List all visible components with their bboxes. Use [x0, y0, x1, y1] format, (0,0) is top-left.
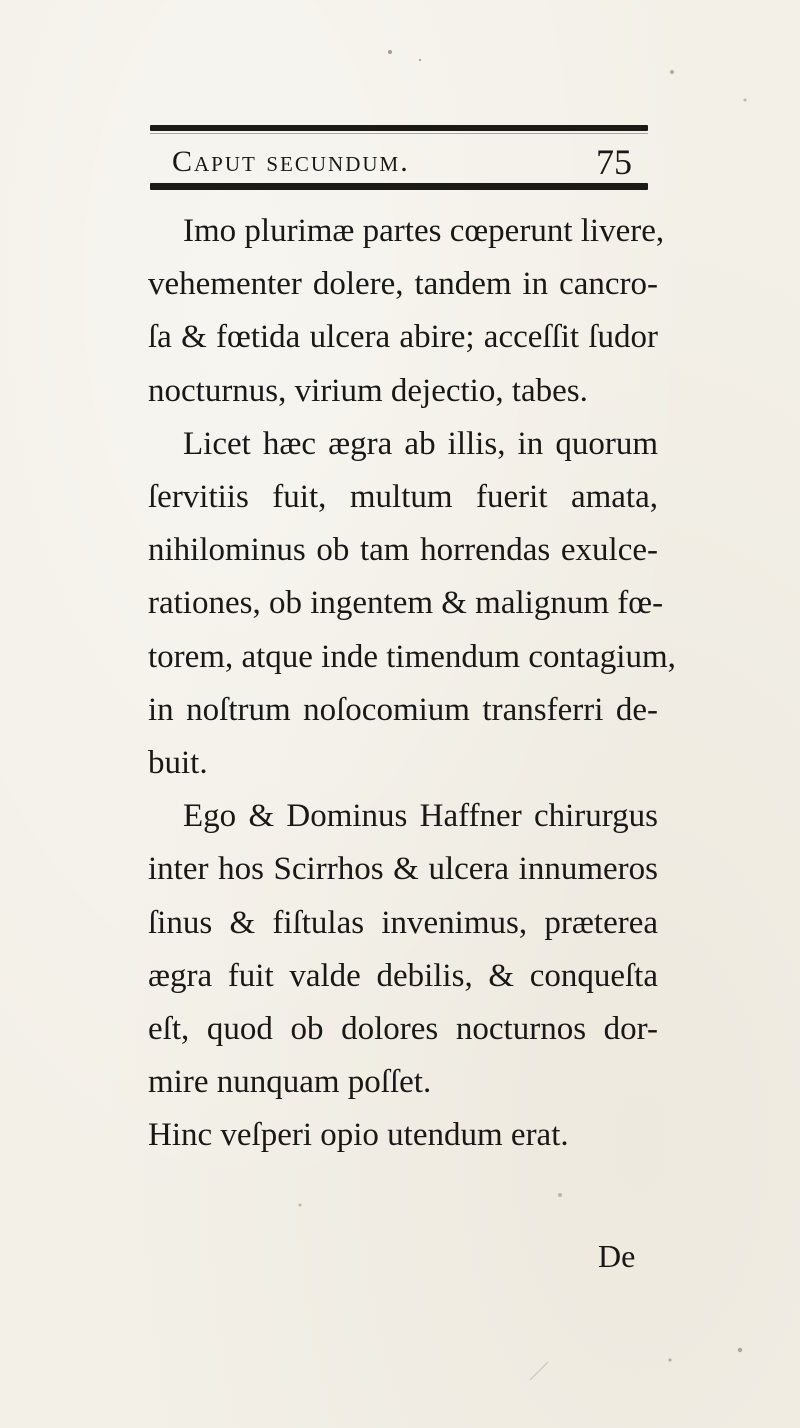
text-line: buit. — [148, 745, 208, 782]
text-line: in noſtrum noſocomium transferri de- — [148, 691, 658, 728]
text-line: ſinus & fiſtulas invenimus, præterea — [148, 904, 658, 941]
text-line: Ego & Dominus Haffner chirurgus — [183, 798, 658, 835]
running-head-title: Caput secundum. — [172, 145, 410, 178]
text-line: nihilominus ob tam horrendas exulce- — [148, 532, 658, 569]
text-line: Hinc veſperi opio utendum erat. — [148, 1117, 569, 1154]
text-line: Imo plurimæ partes cœperunt livere, — [183, 213, 665, 249]
body-text — [148, 205, 676, 1163]
text-line: Licet hæc ægra ab illis, in quorum — [183, 425, 658, 462]
text-line: ægra fuit valde debilis, & conqueſta — [148, 957, 658, 994]
text-line: inter hos Scirrhos & ulcera innumeros — [148, 851, 658, 888]
text-line: nocturnus, virium dejectio, tabes. — [148, 372, 588, 409]
header-rule-top — [150, 125, 648, 131]
running-head — [172, 138, 632, 182]
text-line: rationes, ob ingentem & malignum fœ- — [148, 585, 664, 622]
text-line: ſervitiis fuit, multum fuerit amata, — [148, 479, 658, 516]
text-line: ſa & fœtida ulcera abire; acceſſit ſudor — [148, 319, 658, 356]
header-rule-bottom — [150, 183, 648, 190]
text-line: mire nunquam poſſet. — [148, 1064, 432, 1101]
page-number: 75 — [596, 142, 632, 182]
text-line: vehementer dolere, tandem in cancro- — [148, 266, 658, 303]
text-line: eſt, quod ob dolores nocturnos dor- — [148, 1011, 658, 1048]
text-line: torem, atque inde timendum contagium, — [148, 638, 676, 675]
catchword: De — [598, 1238, 636, 1274]
